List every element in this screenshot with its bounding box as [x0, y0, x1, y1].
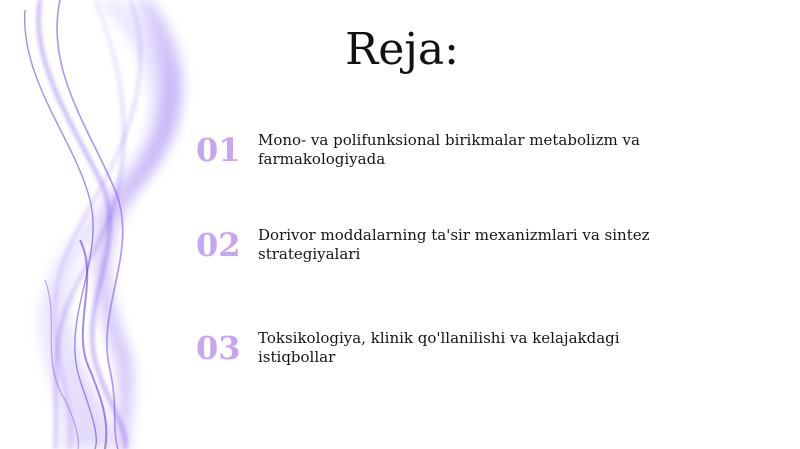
agenda-item-text: Toksikologiya, klinik qo'llanilishi va kelajakdagi istiqbollar: [258, 329, 620, 366]
slide-title: Reja:: [345, 24, 459, 75]
agenda-item-number: 03: [196, 329, 241, 367]
agenda-item-text: Dorivor moddalarning ta'sir mexanizmlari va sintez strategiyalari: [258, 226, 650, 263]
agenda-item-3: [196, 329, 676, 367]
agenda-item-number: 02: [196, 226, 241, 264]
agenda-item-1: [196, 131, 676, 169]
agenda-item-text: Mono- va polifunksional birikmalar metabolizm va farmakologiyada: [258, 131, 640, 168]
agenda-item-2: [196, 226, 676, 264]
agenda-item-number: 01: [196, 131, 241, 169]
